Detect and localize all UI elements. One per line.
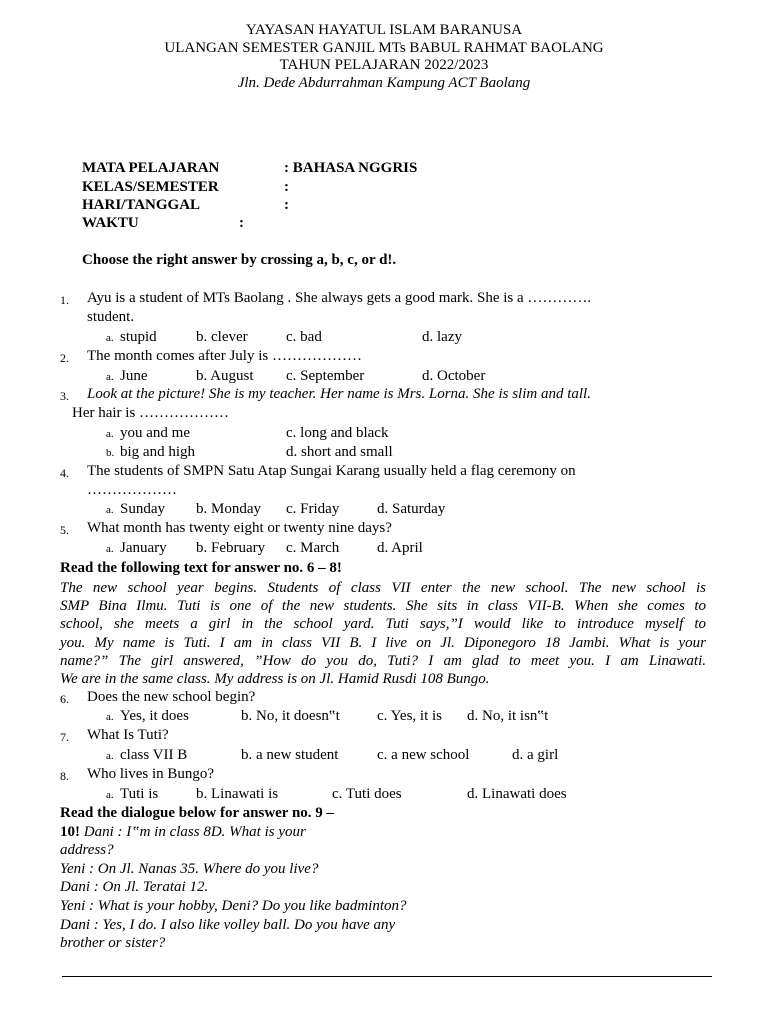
dialogue-line: Yeni : What is your hobby, Deni? Do you like badminton? [60,898,407,914]
option-d[interactable]: d. Saturday [377,501,446,517]
option-letter: a. [106,543,114,555]
dialogue-line: Dani : Yes, I do. I also like volley ball. Do you have any [60,917,396,933]
option-b[interactable]: b. clever [196,329,248,345]
option-c[interactable]: c. long and black [286,425,389,441]
option-a[interactable]: stupid [120,329,157,345]
option-c[interactable]: c. March [286,540,340,556]
dialogue-line: Dani : I‟m in class 8D. What is your [80,824,306,840]
option-b[interactable]: big and high [120,444,195,460]
dialogue-heading: Read the dialogue below for answer no. 9 – [60,805,335,821]
option-d[interactable]: d. Linawati does [467,786,567,802]
class-label: KELAS/SEMESTER [82,179,219,195]
option-d[interactable]: d. No, it isn‟t [467,708,549,724]
option-c[interactable]: c. bad [286,329,322,345]
option-c[interactable]: c. a new school [377,747,470,763]
passage-line: SMP Bina Ilmu. Tuti is one of the new students. She sits in class VII-B. When she comes to [60,598,706,615]
question-number: 3. [60,389,69,403]
option-letter: a. [106,371,114,383]
reading-heading: Read the following text for answer no. 6 – 8! [60,560,342,576]
dialogue-line: brother or sister? [60,935,166,951]
option-letter: a. [106,750,114,762]
dialogue-line: Yeni : On Jl. Nanas 35. Where do you live? [60,861,319,877]
question-text: What month has twenty eight or twenty nine days? [87,520,392,536]
option-letter: a. [106,504,114,516]
class-value: : [284,179,289,195]
question-text-cont: student. [87,309,135,325]
reading-passage [60,579,706,688]
question-number: 6. [60,692,69,706]
school-address: Jln. Dede Abdurrahman Kampung ACT Baolang [237,75,531,91]
option-b[interactable]: b. Linawati is [196,786,279,802]
option-b[interactable]: b. Monday [196,501,261,517]
passage-line: We are in the same class. My address is on Jl. Hamid Rusdi 108 Bungo. [60,671,490,688]
option-b[interactable]: b. No, it doesn‟t [241,708,340,724]
question-text-cont: Her hair is ……………… [72,405,230,421]
dialogue-line: address? [60,842,114,858]
subject-label: MATA PELAJARAN [82,160,220,176]
option-d[interactable]: d. short and small [286,444,393,460]
passage-line: name?” The girl answered, ”How do you do, Tuti? I am glad to meet you. I am Linawati. [60,652,706,669]
time-label: WAKTU [82,215,139,231]
question-number: 4. [60,466,69,480]
date-value: : [284,197,289,213]
option-letter: a. [106,332,114,344]
question-text: The month comes after July is ……………… [87,348,362,364]
time-value: : [239,215,244,231]
question-text: What Is Tuti? [87,727,169,743]
option-letter: a. [106,428,114,440]
passage-line: you. My name is Tuti. I am in class VII B. I live on Jl. Diponegoro 18 Jambi. What is your [60,634,706,651]
option-letter: b. [106,447,115,459]
bottom-divider [62,976,712,977]
question-number: 7. [60,730,69,744]
question-text: Who lives in Bungo? [87,766,215,782]
question-text: Ayu is a student of MTs Baolang . She always gets a good mark. She is a …………. [87,290,592,306]
option-c[interactable]: c. Yes, it is [377,708,443,724]
dialogue-heading-cont: 10! [60,824,80,840]
option-d[interactable]: d. April [377,540,423,556]
option-a[interactable]: Sunday [120,501,165,517]
option-b[interactable]: b. February [196,540,266,556]
option-b[interactable]: b. a new student [241,747,339,763]
question-number: 2. [60,351,69,365]
option-c[interactable]: c. Friday [286,501,340,517]
passage-line: The new school year begins. Students of class VII enter the new school. The new school is [60,580,706,596]
option-d[interactable]: d. lazy [422,329,462,345]
date-label: HARI/TANGGAL [82,197,201,213]
dialogue-line: Dani : On Jl. Teratai 12. [60,879,209,895]
exam-title: ULANGAN SEMESTER GANJIL MTs BABUL RAHMAT BAOLANG [164,40,604,56]
passage-line: school, she meets a girl in the school yard. Tuti says,”I would like to introduce myself to [60,616,706,633]
option-a[interactable]: Yes, it does [120,708,189,724]
option-letter: a. [106,789,114,801]
question-text: Look at the picture! She is my teacher. Her name is Mrs. Lorna. She is slim and tall. [87,386,591,402]
option-d[interactable]: d. a girl [512,747,559,763]
instruction: Choose the right answer by crossing a, b, c, or d!. [82,252,397,268]
question-text-cont: ……………… [87,482,177,498]
option-a[interactable]: January [120,540,167,556]
subject-value: : BAHASA NGGRIS [284,160,418,176]
option-d[interactable]: d. October [422,368,486,384]
question-number: 5. [60,523,69,537]
question-text: The students of SMPN Satu Atap Sungai Karang usually held a flag ceremony on [87,463,576,479]
option-a[interactable]: you and me [120,425,190,441]
option-c[interactable]: c. September [286,368,365,384]
dialogue-first-line [60,824,306,841]
option-a[interactable]: class VII B [120,747,188,763]
option-a[interactable]: Tuti is [120,786,159,802]
question-number: 8. [60,769,69,783]
option-c[interactable]: c. Tuti does [332,786,402,802]
question-number: 1. [60,293,69,307]
option-letter: a. [106,711,114,723]
academic-year: TAHUN PELAJARAN 2022/2023 [279,57,489,73]
school-name: YAYASAN HAYATUL ISLAM BARANUSA [245,22,523,38]
option-b[interactable]: b. August [196,368,254,384]
option-a[interactable]: June [120,368,148,384]
question-text: Does the new school begin? [87,689,256,705]
